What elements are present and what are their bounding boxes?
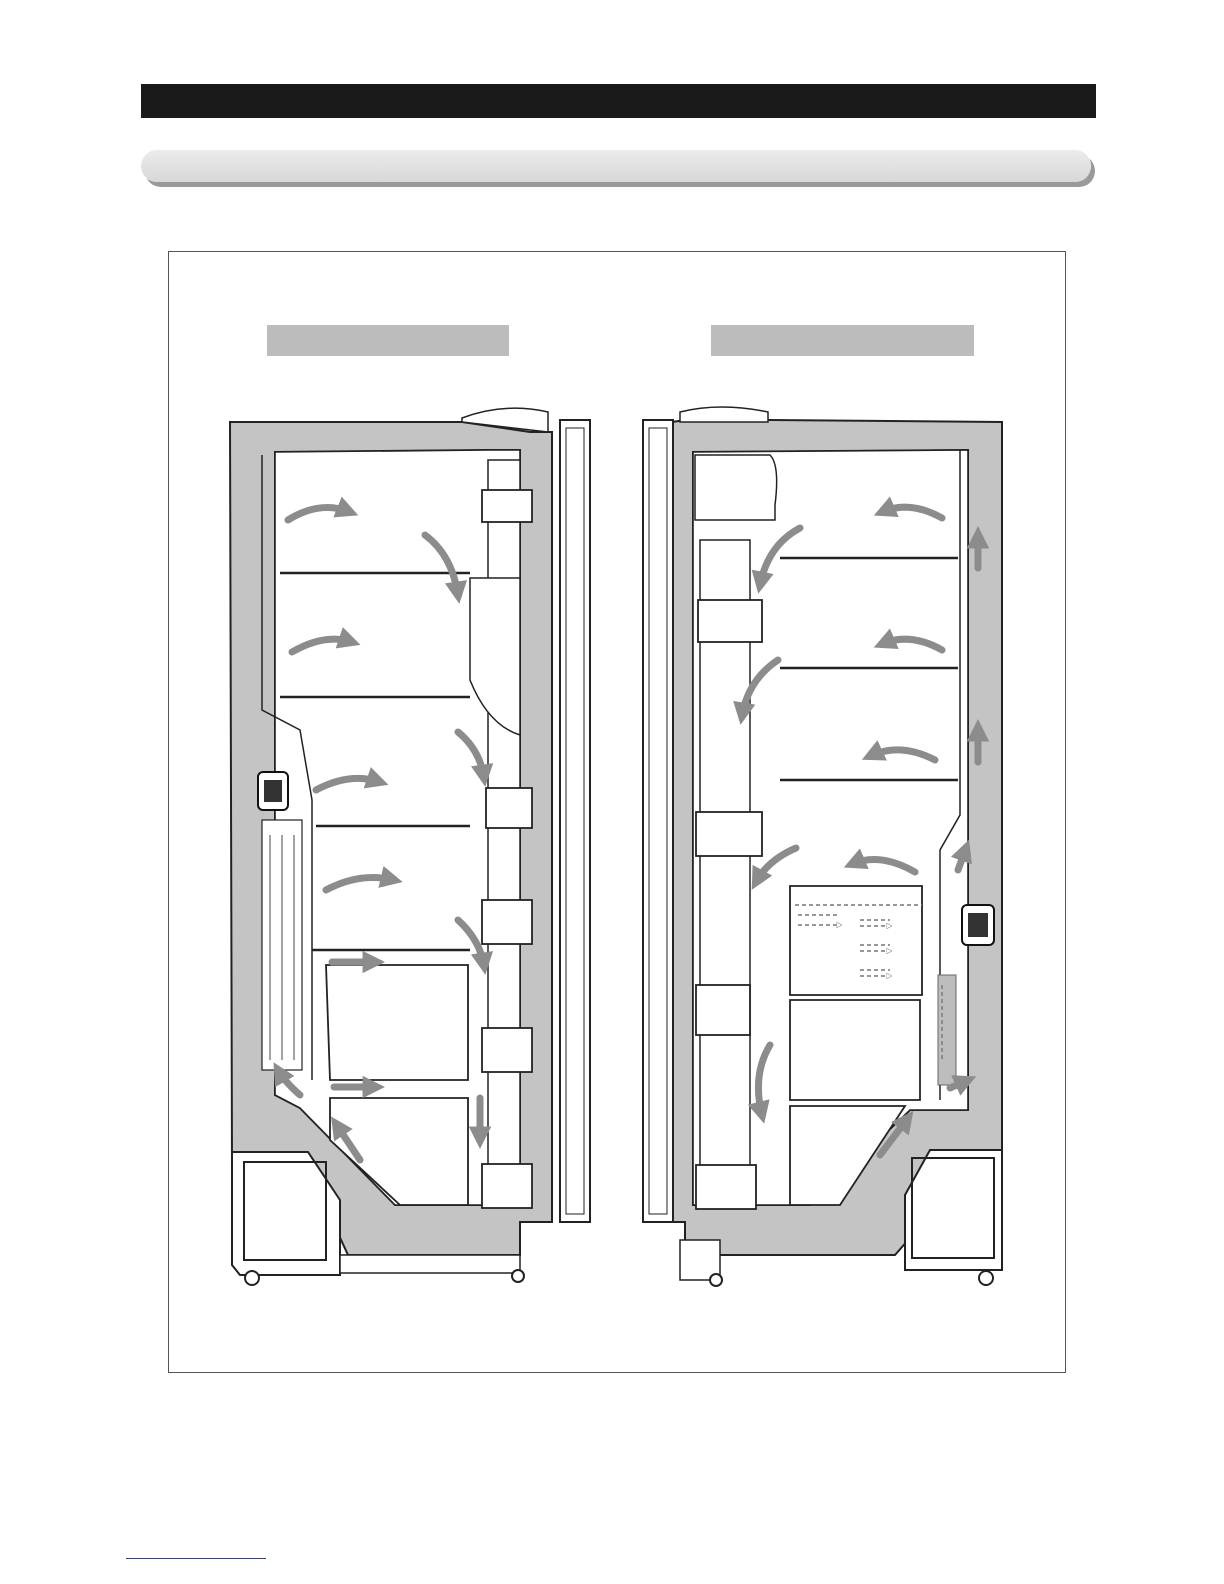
- left-upper-drawer: [326, 965, 468, 1080]
- right-upper-drawer: [790, 886, 922, 995]
- left-door-panel: [560, 420, 590, 1222]
- right-evaporator-duct: [938, 975, 956, 1085]
- right-cabinet: [643, 407, 1002, 1286]
- right-door-panel: [643, 420, 673, 1222]
- right-machine-compartment: [905, 1150, 1002, 1270]
- right-top-hinge: [680, 407, 768, 422]
- caster-wheel-icon: [979, 1271, 993, 1285]
- right-middle-drawer: [790, 1000, 920, 1100]
- caster-wheel-icon: [512, 1270, 524, 1282]
- left-cabinet: [230, 408, 590, 1285]
- caster-wheel-icon: [245, 1271, 259, 1285]
- footer-rule: [126, 1558, 266, 1559]
- left-door-liner: [488, 460, 520, 1205]
- caster-wheel-icon: [710, 1274, 722, 1286]
